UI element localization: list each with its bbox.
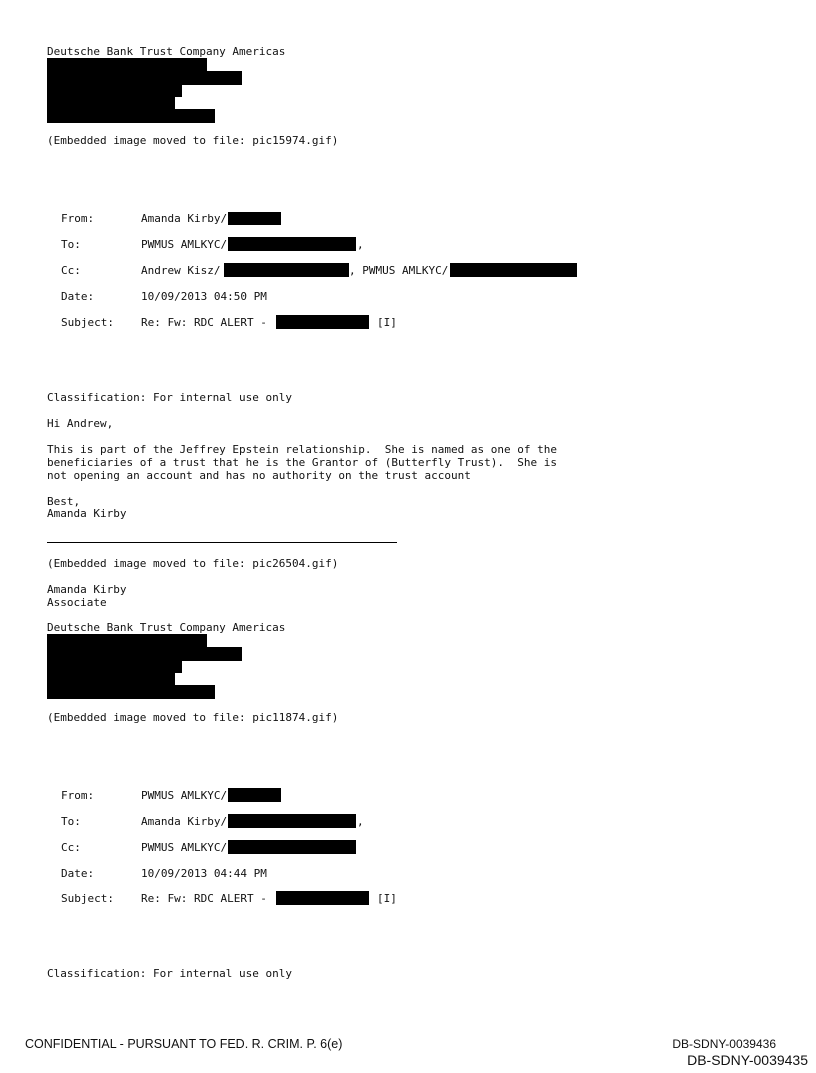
date-label: Date: (61, 867, 95, 880)
signoff-name: Amanda Kirby (47, 507, 127, 520)
body-line: This is part of the Jeffrey Epstein relationship. She is named as one of the (47, 443, 557, 456)
company-name: Deutsche Bank Trust Company Americas (47, 45, 286, 58)
redaction-box (228, 212, 281, 225)
to-value: PWMUS AMLKYC/ (141, 238, 228, 251)
to-label: To: (61, 815, 81, 828)
to-suffix: , (357, 815, 364, 828)
redaction-box (228, 814, 356, 828)
classification: Classification: For internal use only (47, 391, 293, 404)
redaction-box (47, 58, 207, 72)
bates-number: DB-SDNY-0039435 (687, 1052, 808, 1068)
cc-value: Andrew Kisz/ (141, 264, 221, 277)
signoff: Best, (47, 495, 81, 508)
redaction-box (228, 840, 356, 854)
company-name: Deutsche Bank Trust Company Americas (47, 621, 286, 634)
separator-line (47, 542, 397, 543)
subject-value: Re: Fw: RDC ALERT - (141, 316, 267, 329)
redaction-box (276, 891, 369, 905)
redaction-box (47, 96, 175, 109)
to-value: Amanda Kirby/ (141, 815, 228, 828)
redaction-box (47, 647, 242, 661)
redaction-box (450, 263, 577, 277)
classification: Classification: For internal use only (47, 967, 293, 980)
from-label: From: (61, 212, 95, 225)
subject-suffix: [I] (377, 316, 397, 329)
redaction-box (224, 263, 349, 277)
body-line: beneficiaries of a trust that he is the Grantor of (Butterfly Trust). She is (47, 456, 557, 469)
redaction-box (47, 71, 242, 85)
embedded-image-note: (Embedded image moved to file: pic11874.gif) (47, 711, 339, 724)
to-label: To: (61, 238, 81, 251)
cc-mid: , PWMUS AMLKYC/ (349, 264, 449, 277)
bates-number: DB-SDNY-0039436 (672, 1037, 776, 1051)
redaction-box (228, 788, 281, 802)
from-label: From: (61, 789, 95, 802)
signature-name: Amanda Kirby (47, 583, 127, 596)
body-line: not opening an account and has no authority on the trust account (47, 469, 471, 482)
from-value: PWMUS AMLKYC/ (141, 789, 228, 802)
confidential-notice: CONFIDENTIAL - PURSUANT TO FED. R. CRIM. P. 6(e) (25, 1037, 343, 1051)
date-value: 10/09/2013 04:50 PM (141, 290, 267, 303)
subject-label: Subject: (61, 316, 114, 329)
redaction-box (228, 237, 356, 251)
to-suffix: , (357, 238, 364, 251)
greeting: Hi Andrew, (47, 417, 114, 430)
redaction-box (47, 685, 215, 699)
signature-title: Associate (47, 596, 107, 609)
from-value: Amanda Kirby/ (141, 212, 228, 225)
date-label: Date: (61, 290, 95, 303)
redaction-box (47, 634, 207, 648)
embedded-image-note: (Embedded image moved to file: pic15974.gif) (47, 134, 339, 147)
redaction-box (276, 315, 369, 329)
subject-suffix: [I] (377, 892, 397, 905)
cc-value: PWMUS AMLKYC/ (141, 841, 228, 854)
subject-value: Re: Fw: RDC ALERT - (141, 892, 267, 905)
cc-label: Cc: (61, 264, 81, 277)
redaction-box (47, 672, 175, 685)
cc-label: Cc: (61, 841, 81, 854)
embedded-image-note: (Embedded image moved to file: pic26504.gif) (47, 557, 339, 570)
date-value: 10/09/2013 04:44 PM (141, 867, 267, 880)
redaction-box (47, 109, 215, 123)
subject-label: Subject: (61, 892, 114, 905)
